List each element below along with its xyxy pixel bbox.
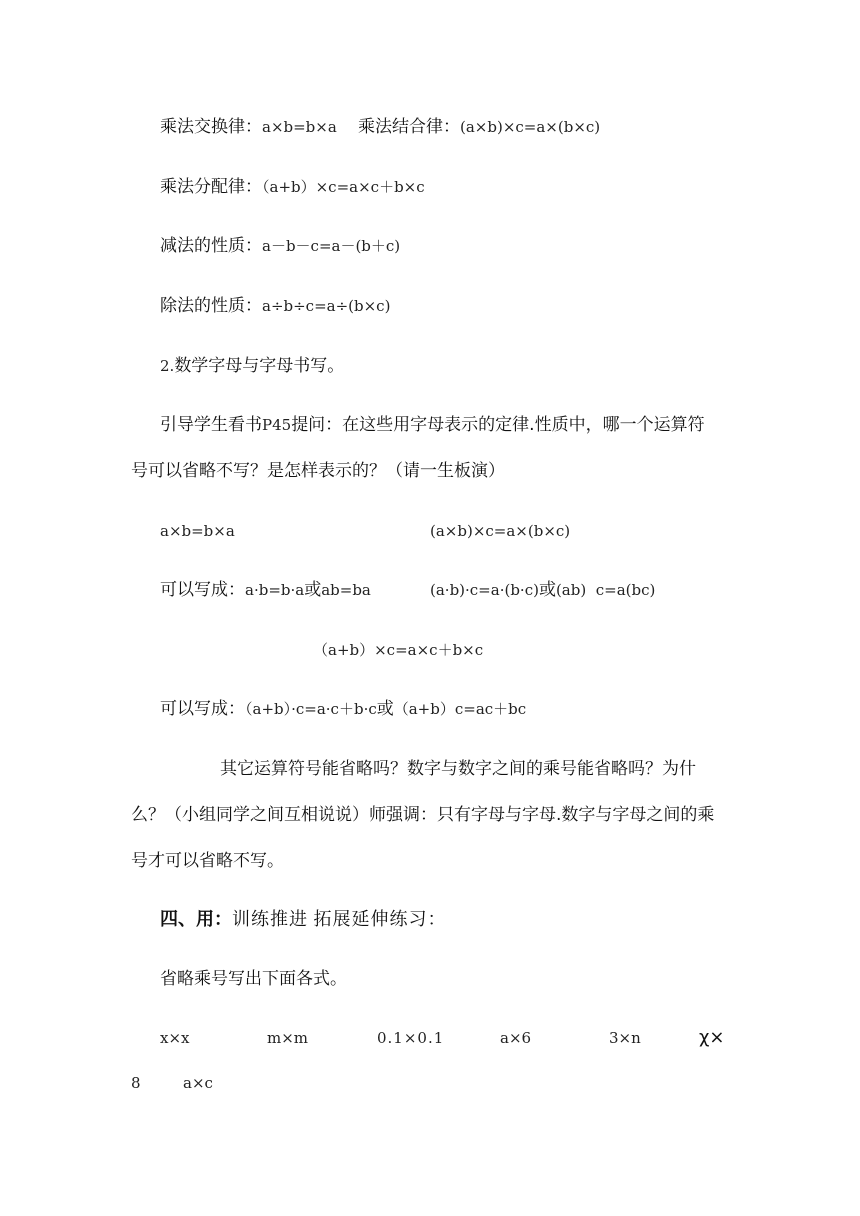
rewrite-distributive-dot: （a+b）·c=a·c＋b·c [245,700,377,718]
section-subheading: 训练推进 拓展延伸练习： [232,909,447,929]
rewrite-associative-short: (ab) c=a(bc) [555,581,656,599]
item-number: 2. [160,357,175,375]
question-paragraph-line2: 么？（小组同学之间互相说说）师强调：只有字母与字母.数字与字母之间的乘 [131,805,715,825]
exercise-item: χ× [699,1027,725,1048]
commutative-law-label: 乘法交换律： [160,117,262,137]
distributive-law-formula: （a+b）×c=a×c＋b×c [262,178,425,196]
rewrite-associative-dot: (a·b)·c=a·(b·c) [430,581,539,599]
exercise-item: 0.1×0.1 [377,1029,445,1047]
or-word: 或 [538,580,556,600]
guide-text-start: 引导学生看书 [160,415,262,435]
guide-text-question: 提问：在这些用字母表示的定律.性质中，哪一个运算符 [291,415,705,435]
rewrite-label: 可以写成： [160,699,245,719]
or-word: 或 [304,580,322,600]
question-paragraph-line1: 其它运算符号能省略吗？数字与数字之间的乘号能省略吗？为什 [220,759,696,779]
section-heading: 四、用： [160,909,232,930]
exercise-item: a×6 [500,1029,532,1047]
commutative-law-formula: a×b=b×a [262,118,337,136]
item-title: 数学字母与字母书写。 [174,356,345,376]
rewrite-label: 可以写成： [160,580,245,600]
or-word: 或 [376,699,394,719]
example-distributive: （a+b）×c=a×c＋b×c [313,641,484,659]
example-associative: (a×b)×c=a×(b×c) [430,522,571,540]
exercise-item: 8 [131,1074,141,1092]
exercise-item: 3×n [609,1029,641,1047]
distributive-law-label: 乘法分配律： [160,177,262,197]
associative-law-label: 乘法结合律： [358,117,460,137]
rewrite-commutative-short: ab=ba [321,581,371,599]
exercise-item: a×c [183,1074,213,1092]
page-reference: P45 [262,416,292,434]
guide-text-continued: 号可以省略不写？是怎样表示的？（请一生板演） [131,461,505,481]
division-property-label: 除法的性质： [160,296,262,316]
rewrite-distributive-short: （a+b）c=ac＋bc [393,700,527,718]
question-paragraph-line3: 号才可以省略不写。 [131,851,284,871]
rewrite-commutative-dot: a·b=b·a [245,581,305,599]
subtraction-property-formula: a－b－c=a－(b＋c) [262,237,401,255]
exercise-item: x×x [160,1029,190,1047]
division-property-formula: a÷b÷c=a÷(b×c) [262,297,391,315]
exercise-instruction: 省略乘号写出下面各式。 [160,969,347,989]
subtraction-property-label: 减法的性质： [160,236,262,256]
example-commutative: a×b=b×a [160,522,235,540]
exercise-item: m×m [267,1029,309,1047]
associative-law-formula: (a×b)×c=a×(b×c) [460,118,601,136]
